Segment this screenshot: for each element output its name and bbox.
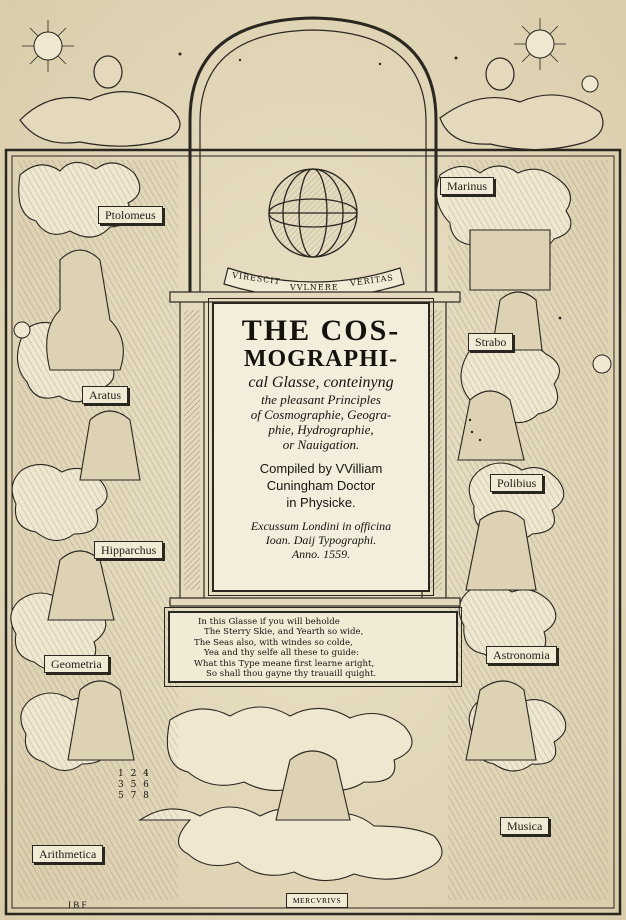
compiled-line-2: Cuningham Doctor xyxy=(266,478,376,493)
compiled-line-1: Compiled by VVilliam xyxy=(259,461,383,476)
numbers-row-2: 3 5 6 xyxy=(118,780,151,790)
label-ptolomeus: Ptolomeus xyxy=(98,206,163,224)
numbers-row-1: 1 2 4 xyxy=(118,769,151,779)
verse-panel xyxy=(168,611,458,683)
title-line-1: THE COS- xyxy=(241,314,401,347)
verse-line-4: Yea and thy selfe all these to guide: xyxy=(204,648,359,659)
verse-line-3: The Seas also, with windes so colde, xyxy=(194,637,353,648)
title-panel xyxy=(212,302,430,592)
label-marinus: Marinus xyxy=(440,177,494,195)
title-line-7: or Nauigation. xyxy=(282,437,360,452)
motto-left: VIRESCIT xyxy=(231,270,282,287)
imprint-line-1: Excussum Londini in officina xyxy=(250,519,392,533)
numbers-row-3: 5 7 8 xyxy=(118,791,151,801)
title-line-5: of Cosmographie, Geogra- xyxy=(250,407,392,422)
verse-line-2: The Sterry Skie, and Yearth so wide, xyxy=(204,627,364,638)
imprint-line-2: Ioan. Daij Typographi. xyxy=(265,533,377,547)
imprint-line-3: Anno. 1559. xyxy=(291,547,351,561)
arithmetica-numbers xyxy=(118,769,151,802)
verse-line-1: In this Glasse if you will beholde xyxy=(198,617,340,627)
title-line-3: cal Glasse, conteinyng xyxy=(248,374,394,391)
label-astronomia: Astronomia xyxy=(486,646,557,664)
label-mercurius: MERCVRIVS xyxy=(286,893,348,908)
label-aratus: Aratus xyxy=(82,386,128,404)
title-line-6: phie, Hydrographie, xyxy=(268,422,374,437)
label-geometria: Geometria xyxy=(44,655,109,673)
label-arithmetica: Arithmetica xyxy=(32,845,103,863)
label-hipparchus: Hipparchus xyxy=(94,541,163,559)
label-musica: Musica xyxy=(500,817,549,835)
motto-middle: VVLNERE xyxy=(290,283,339,292)
verse-line-6: So shall thou gayne thy trauaill quight. xyxy=(206,669,377,680)
printer-monogram: I B F xyxy=(68,900,87,910)
title-line-2: MOGRAPHI- xyxy=(243,346,399,372)
label-polibius: Polibius xyxy=(490,474,543,492)
verse-line-5: What this Type meane first learne aright, xyxy=(194,658,375,669)
compiled-line-3: in Physicke. xyxy=(286,495,356,510)
motto-right: VERITAS xyxy=(349,272,395,289)
label-strabo: Strabo xyxy=(468,333,513,351)
title-line-4: the pleasant Principles xyxy=(261,392,381,407)
